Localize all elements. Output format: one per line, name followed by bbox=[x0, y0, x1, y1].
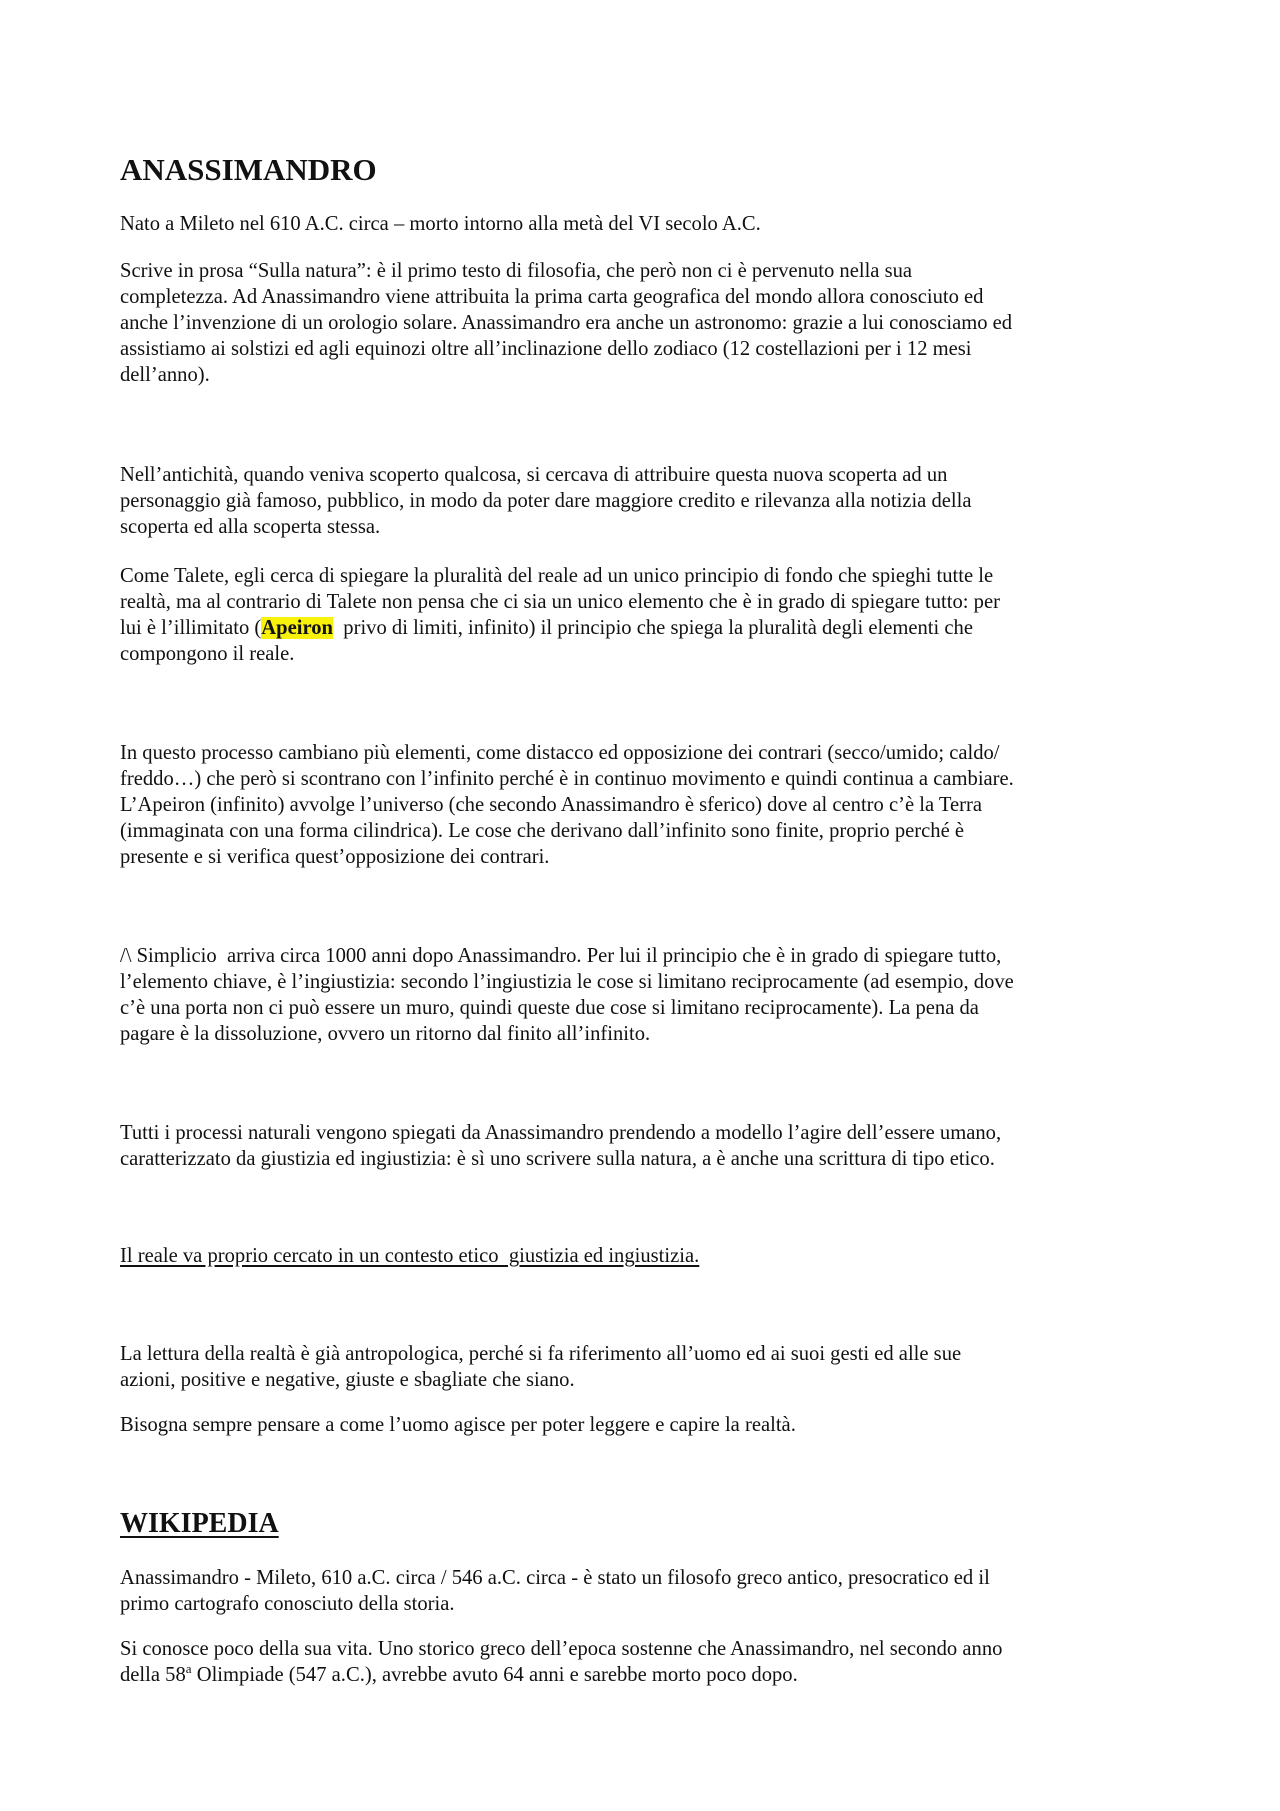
text-line: l’elemento chiave, è l’ingiustizia: secondo l’ingiustizia le cose si limitano reciprocamente (ad esempio, dove bbox=[120, 971, 1014, 993]
text-line: presente e si verifica quest’opposizione dei contrari. bbox=[120, 846, 550, 868]
text-segment: lui è l’illimitato ( bbox=[120, 617, 262, 639]
text-line: In questo processo cambiano più elementi, come distacco ed opposizione dei contrari (secco/umido; caldo/ bbox=[120, 742, 1000, 764]
text-line: c’è una porta non ci può essere un muro, quindi queste due cose si limitano reciprocamente). La pena da bbox=[120, 997, 979, 1019]
text-line: La lettura della realtà è già antropologica, perché si fa riferimento all’uomo ed ai suoi gesti ed alle sue bbox=[120, 1343, 962, 1365]
text-line bbox=[120, 1662, 1160, 1688]
text-line: scoperta ed alla scoperta stessa. bbox=[120, 516, 381, 538]
talete-paragraph bbox=[120, 563, 1160, 667]
text-line: assistiamo ai solstizi ed agli equinozi oltre all’inclinazione dello zodiaco (12 costellazioni per i 12 mesi bbox=[120, 338, 972, 360]
text-segment: Olimpiade (547 a.C.), avrebbe avuto 64 anni e sarebbe morto poco dopo. bbox=[191, 1664, 798, 1686]
section-title-wikipedia: WIKIPEDIA bbox=[120, 1508, 279, 1539]
antiquity-paragraph bbox=[120, 462, 1160, 540]
text-line: Nell’antichità, quando veniva scoperto qualcosa, si cercava di attribuire questa nuova scoperta ad un bbox=[120, 464, 948, 486]
text-line: realtà, ma al contrario di Talete non pensa che ci sia un unico elemento che è in grado di spiegare tutto: per bbox=[120, 591, 1000, 613]
text-line: /\ Simplicio arriva circa 1000 anni dopo Anassimandro. Per lui il principio che è in grado di spiegare tutto, bbox=[120, 945, 1002, 967]
text-line: Si conosce poco della sua vita. Uno storico greco dell’epoca sostenne che Anassimandro, nel secondo anno bbox=[120, 1638, 1003, 1660]
text-line bbox=[120, 615, 1160, 641]
text-line: pagare è la dissoluzione, ovvero un ritorno dal finito all’infinito. bbox=[120, 1023, 651, 1045]
ordinal-superscript: a bbox=[185, 1661, 192, 1677]
wikipedia-paragraph-1 bbox=[120, 1565, 1160, 1617]
text-line: Tutti i processi naturali vengono spiegati da Anassimandro prendendo a modello l’agire dell’essere umano, bbox=[120, 1122, 1002, 1144]
birth-death-paragraph: Nato a Mileto nel 610 A.C. circa – morto intorno alla metà del VI secolo A.C. bbox=[120, 213, 761, 235]
text-line: compongono il reale. bbox=[120, 643, 295, 665]
text-line: L’Apeiron (infinito) avvolge l’universo (che secondo Anassimandro è sferico) dove al centro c’è la Terra bbox=[120, 794, 983, 816]
text-line: caratterizzato da giustizia ed ingiustizia: è sì uno scrivere sulla natura, a è anche una scrittura di tipo etico. bbox=[120, 1148, 995, 1170]
text-line: (immaginata con una forma cilindrica). Le cose che derivano dall’infinito sono finite, proprio perché è bbox=[120, 820, 965, 842]
simplicio-paragraph bbox=[120, 943, 1160, 1047]
highlighted-term-apeiron: Apeiron bbox=[261, 617, 333, 639]
wikipedia-paragraph-2 bbox=[120, 1636, 1160, 1688]
prose-paragraph bbox=[120, 258, 1160, 388]
text-line: Scrive in prosa “Sulla natura”: è il primo testo di filosofia, che però non ci è pervenuto nella sua bbox=[120, 260, 913, 282]
text-line: azioni, positive e negative, giuste e sbagliate che siano. bbox=[120, 1369, 575, 1391]
text-line: Anassimandro - Mileto, 610 a.C. circa / 546 a.C. circa - è stato un filosofo greco antico, presocratico ed il bbox=[120, 1567, 990, 1589]
closing-paragraph: Bisogna sempre pensare a come l’uomo agisce per poter leggere e capire la realtà. bbox=[120, 1414, 796, 1436]
natural-processes-paragraph bbox=[120, 1120, 1160, 1172]
underlined-statement: Il reale va proprio cercato in un contesto etico giustizia ed ingiustizia. bbox=[120, 1245, 700, 1267]
text-line: primo cartografo conosciuto della storia. bbox=[120, 1593, 455, 1615]
text-line: dell’anno). bbox=[120, 364, 210, 386]
process-paragraph bbox=[120, 740, 1160, 870]
text-line: completezza. Ad Anassimandro viene attribuita la prima carta geografica del mondo allora conosciuto ed bbox=[120, 286, 984, 308]
text-segment: privo di limiti, infinito) il principio che spiega la pluralità degli elementi che bbox=[333, 617, 973, 639]
text-line: freddo…) che però si scontrano con l’infinito perché è in continuo movimento e quindi continua a cambiare. bbox=[120, 768, 1014, 790]
text-segment: della 58 bbox=[120, 1664, 186, 1686]
text-line: anche l’invenzione di un orologio solare. Anassimandro era anche un astronomo: grazie a lui conosciamo ed bbox=[120, 312, 1013, 334]
text-line: Come Talete, egli cerca di spiegare la pluralità del reale ad un unico principio di fondo che spieghi tutte le bbox=[120, 565, 994, 587]
text-line: personaggio già famoso, pubblico, in modo da poter dare maggiore credito e rilevanza alla notizia della bbox=[120, 490, 972, 512]
section-title-anassimandro: ANASSIMANDRO bbox=[120, 152, 377, 187]
anthropological-paragraph bbox=[120, 1341, 1160, 1393]
